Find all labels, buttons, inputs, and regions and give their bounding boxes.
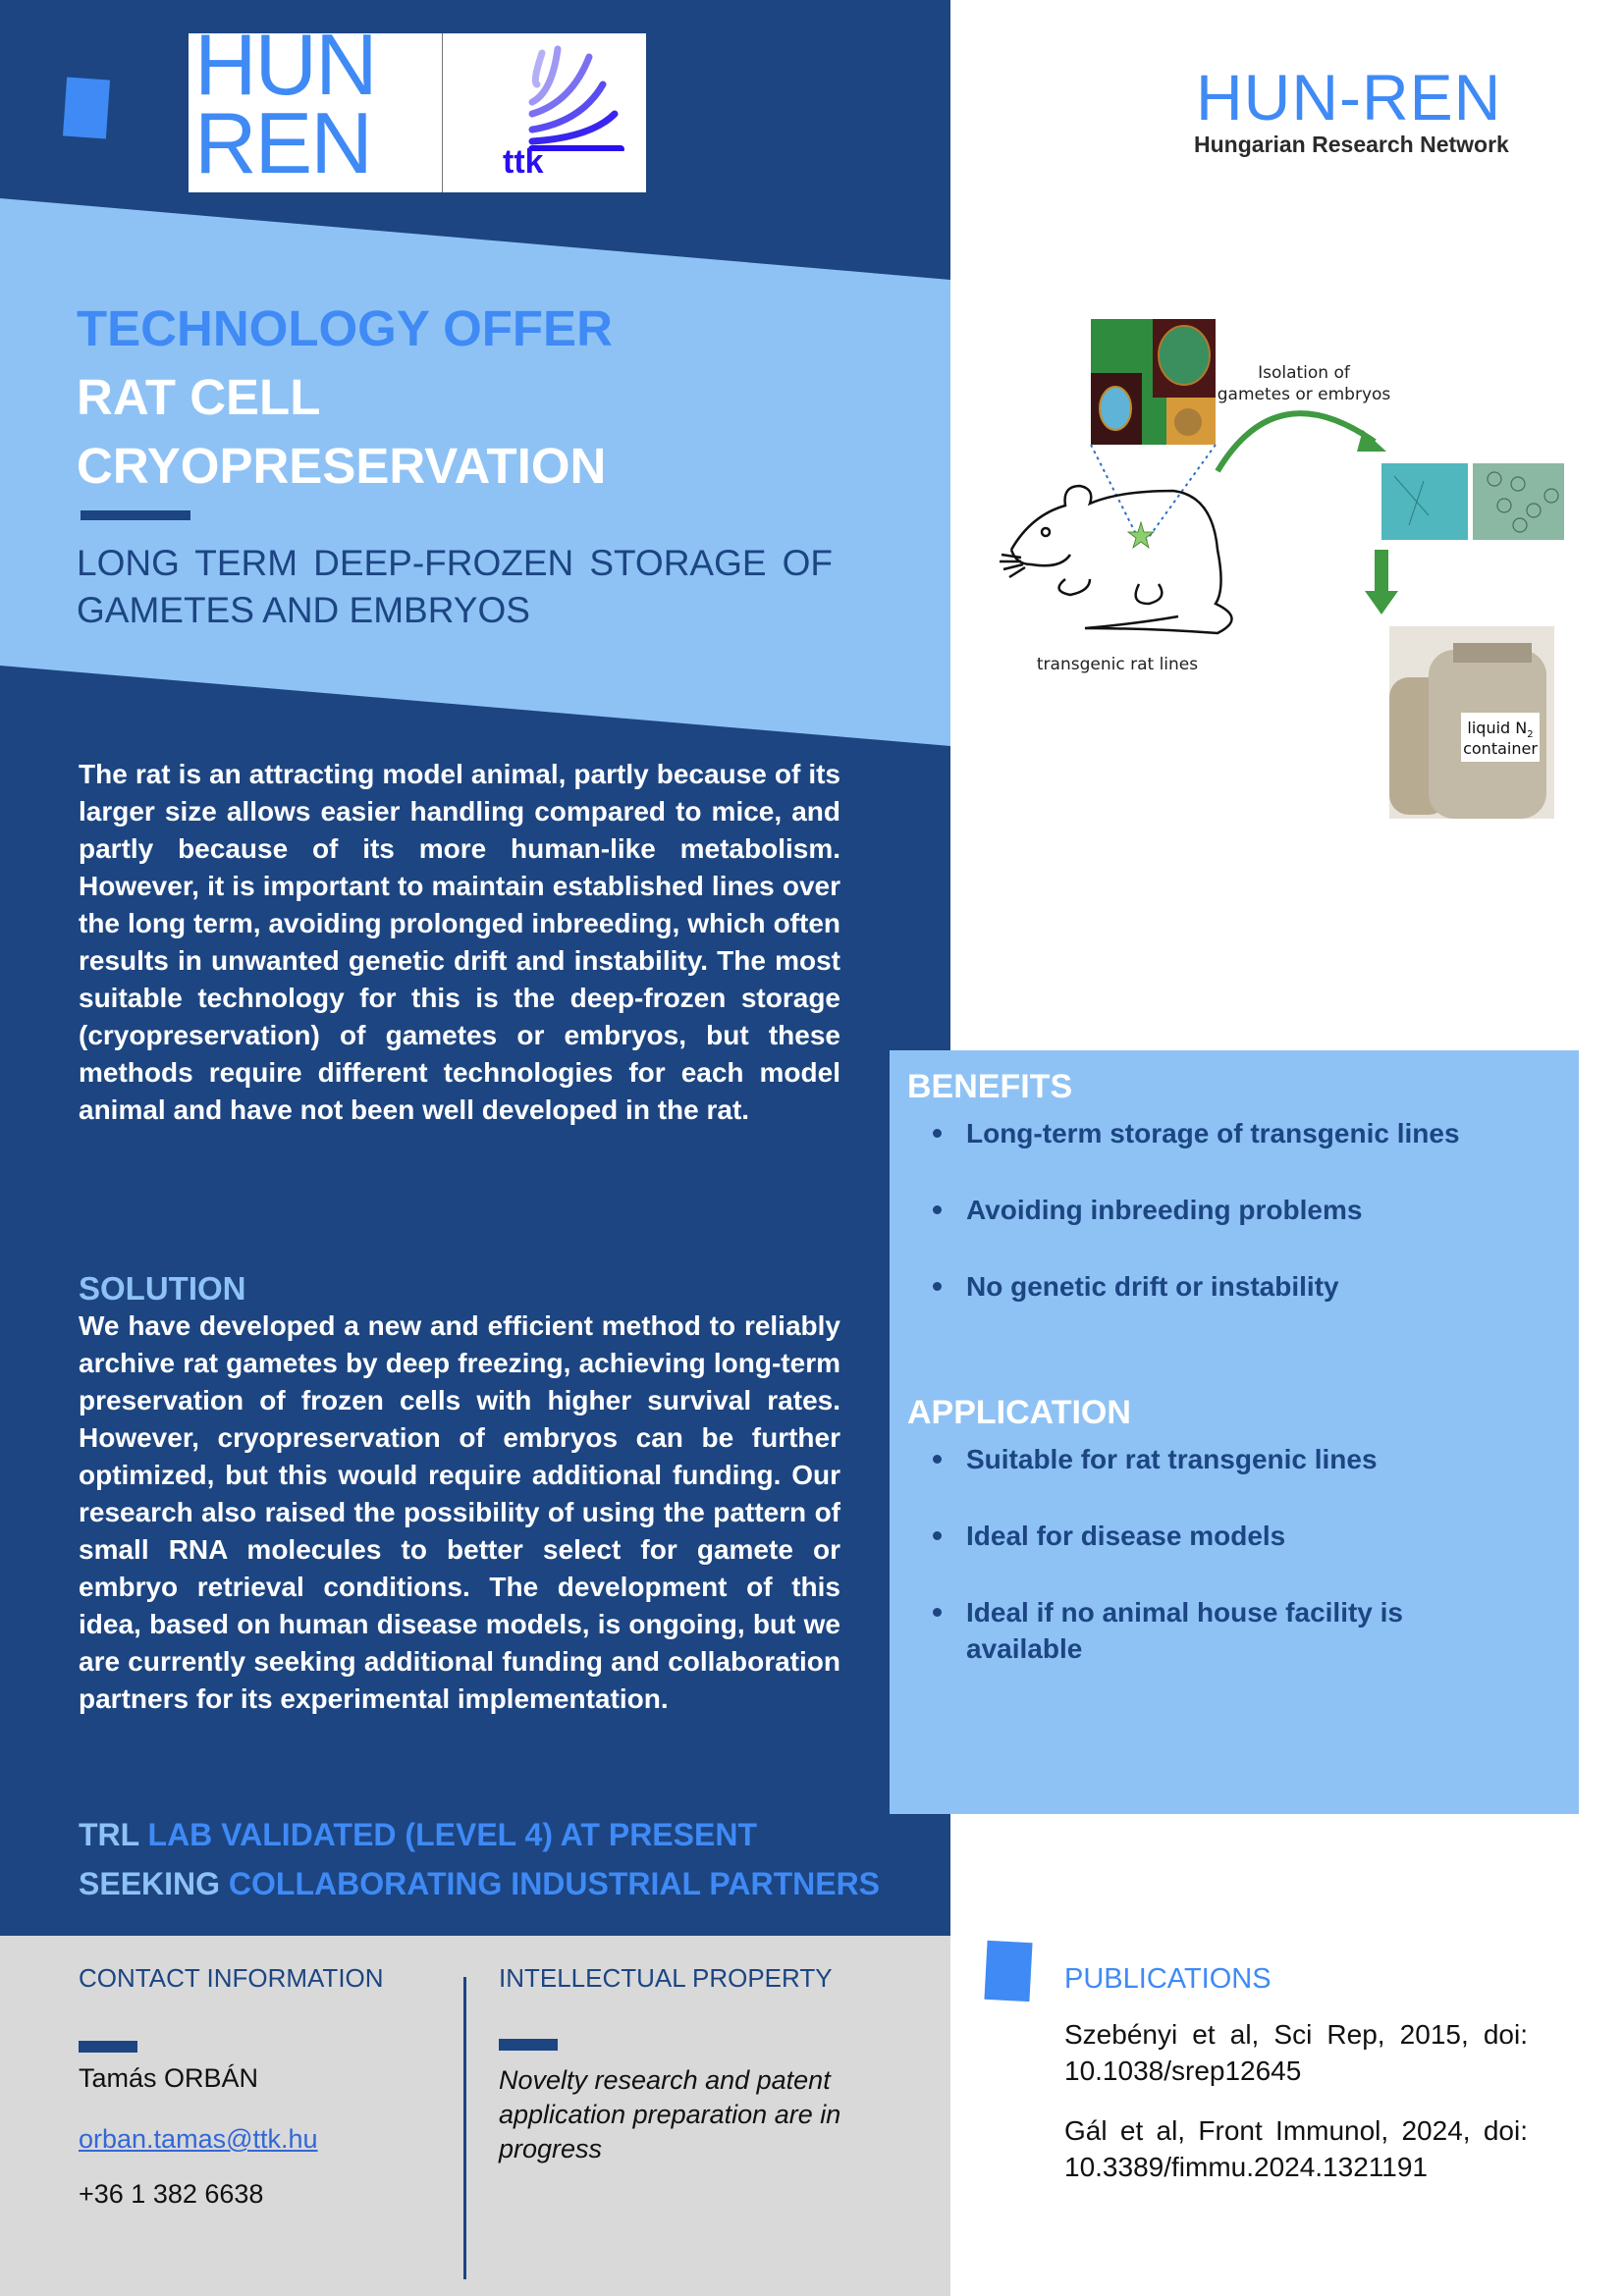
ip-heading: INTELLECTUAL PROPERTY — [499, 1963, 833, 1993]
rat-drawing — [1000, 486, 1232, 633]
title-line-2: CRYOPRESERVATION — [77, 438, 607, 494]
benefit-text: No genetic drift or instability — [966, 1271, 1339, 1302]
solution-section — [79, 1270, 840, 1718]
benefit-text: Avoiding inbreeding problems — [966, 1195, 1363, 1225]
container-label-2: container — [1463, 739, 1538, 758]
ip-divider — [499, 2039, 558, 2051]
publication-item — [1064, 2112, 1528, 2185]
publication-item — [1064, 2016, 1528, 2089]
list-item — [907, 1268, 1555, 1305]
logo-line-2: REN — [194, 94, 371, 191]
seeking-label: SEEKING — [79, 1866, 221, 1901]
application-text: Suitable for rat transgenic lines — [966, 1444, 1378, 1474]
hun-ren-logo-subtitle: Hungarian Research Network — [1194, 132, 1509, 157]
microscopy-collage-image — [1091, 319, 1216, 445]
publication-text: Szebényi et al, Sci Rep, 2015, doi: 10.1038/srep12645 — [1064, 2019, 1528, 2086]
process-illustration — [992, 304, 1600, 834]
embryos-micrograph-image — [1473, 463, 1564, 540]
list-item — [907, 1594, 1457, 1667]
logo-wordmark — [194, 33, 376, 191]
bullet-icon — [933, 1282, 942, 1291]
process-figure — [992, 304, 1600, 834]
bullet-icon — [933, 1608, 942, 1617]
solution-text: We have developed a new and efficient method to reliably archive rat gametes by deep freezing, achieving long-term preservation of frozen cells with higher survival rates. However, cryopreservation of embryos can be further optimized, but this would require additional funding. Our research also raised the possibility of using the pattern of small RNA molecules to better select for gamete or embryo retrieval conditions. The development of this idea, based on human disease models, is ongoing, but we are currently seeking additional funding and collaboration partners for its experimental implementation. — [79, 1310, 840, 1714]
application-heading: APPLICATION — [907, 1394, 1131, 1431]
bullet-icon — [933, 1531, 942, 1540]
benefit-text: Long-term storage of transgenic lines — [966, 1118, 1460, 1148]
contact-name: Tamás ORBÁN — [79, 2063, 259, 2093]
contact-heading: CONTACT INFORMATION — [79, 1963, 384, 1993]
benefits-list — [907, 1115, 1555, 1345]
page-subtitle: LONG TERM DEEP-FROZEN STORAGE OF GAMETES AND EMBRYOS — [77, 543, 833, 630]
list-item — [907, 1441, 1555, 1477]
publication-text: Gál et al, Front Immunol, 2024, doi: 10.3389/fimmu.2024.1321191 — [1064, 2115, 1528, 2182]
logo-line-1: HUN — [194, 33, 376, 113]
bullet-icon — [933, 1129, 942, 1138]
benefits-heading: BENEFITS — [907, 1068, 1073, 1105]
logo-divider — [442, 33, 443, 192]
intro-text: The rat is an attracting model animal, partly because of its larger size allows easier handling compared to mice, and partly because of its more human-like metabolism. However, it is important to maintain established lines over the long term, avoiding prolonged inbreeding, which often results in unwanted genetic drift and instability. The most suitable technology for this is the deep-frozen storage (cryopreservation) of gametes or embryos, but these methods require different technologies for each model animal and have not been well developed in the rat. — [79, 759, 840, 1125]
trl-value: LAB VALIDATED (LEVEL 4) AT PRESENT — [147, 1817, 757, 1852]
trl-label: TRL — [79, 1817, 139, 1852]
intro-paragraph — [79, 756, 840, 1129]
isolation-label-2: gametes or embryos — [1217, 385, 1391, 404]
hun-ren-logo-title: HUN-REN — [1196, 61, 1502, 133]
benefits-application-box — [890, 1050, 1579, 1814]
title-divider — [81, 510, 190, 520]
list-item — [907, 1518, 1555, 1554]
container-label-1: liquid $N_2$ — [1467, 719, 1534, 740]
status-lines — [79, 1810, 880, 1908]
contact-email-link[interactable]: orban.tamas@ttk.hu — [79, 2124, 318, 2154]
list-item — [907, 1192, 1555, 1228]
page-title — [77, 294, 613, 501]
ip-text: Novelty research and patent application preparation are in progress — [499, 2065, 841, 2163]
application-text: Ideal if no animal house facility is available — [966, 1597, 1404, 1664]
isolation-arrow-icon — [1218, 413, 1375, 471]
ttk-label: ttk — [503, 143, 544, 181]
gametes-micrograph-image — [1381, 463, 1468, 540]
publications-square — [984, 1941, 1032, 2002]
seeking-line — [79, 1859, 880, 1908]
bullet-icon — [933, 1455, 942, 1464]
application-list — [907, 1441, 1555, 1707]
down-arrow-icon — [1365, 591, 1398, 614]
application-text: Ideal for disease models — [966, 1521, 1286, 1551]
hun-ren-ttk-logo — [189, 33, 646, 192]
list-item — [907, 1115, 1555, 1151]
contact-divider — [79, 2041, 137, 2053]
footer-panel — [0, 1936, 950, 2296]
rat-lines-label: transgenic rat lines — [1036, 655, 1199, 674]
seeking-value: COLLABORATING INDUSTRIAL PARTNERS — [228, 1866, 881, 1901]
footer-divider — [463, 1977, 466, 2279]
isolation-label-1: Isolation of — [1258, 363, 1350, 383]
technology-offer-kicker: TECHNOLOGY OFFER — [77, 300, 613, 356]
contact-phone: +36 1 382 6638 — [79, 2179, 264, 2209]
trl-line — [79, 1810, 880, 1859]
solution-heading: SOLUTION — [79, 1270, 246, 1307]
title-line-1: RAT CELL — [77, 369, 321, 425]
publications-heading: PUBLICATIONS — [1064, 1963, 1272, 1995]
bullet-icon — [933, 1205, 942, 1214]
ttk-rays-icon — [503, 43, 630, 151]
decorative-square — [63, 78, 110, 139]
